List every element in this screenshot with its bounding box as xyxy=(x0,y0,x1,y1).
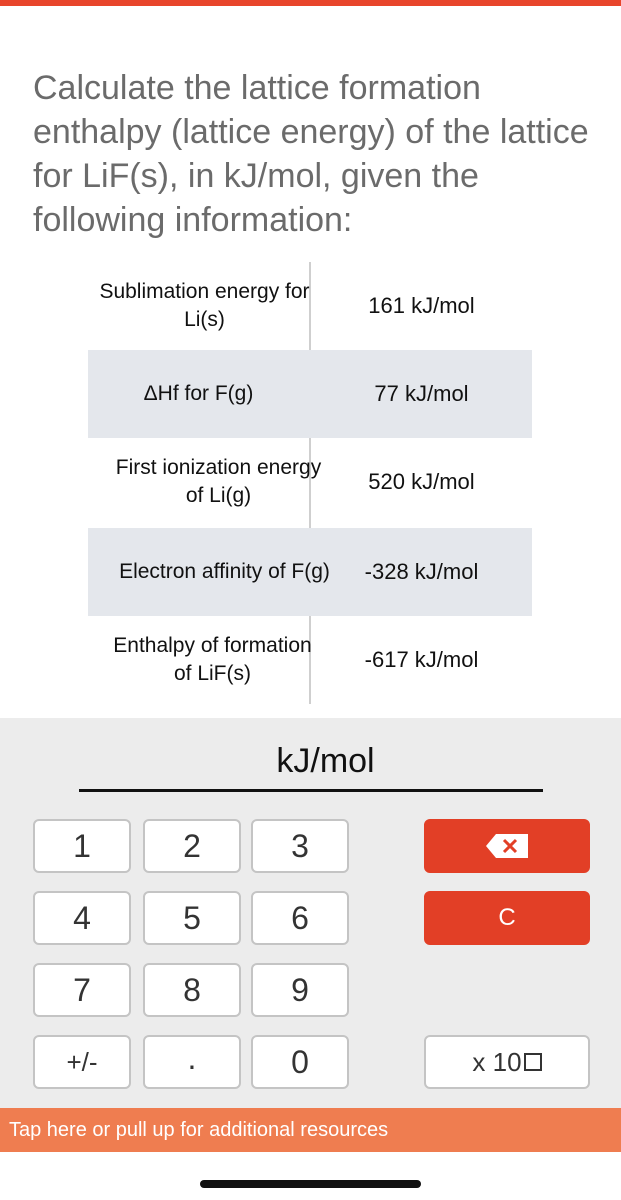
sign-toggle-key[interactable]: +/- xyxy=(33,1035,131,1089)
backspace-icon xyxy=(484,832,530,860)
key-3[interactable]: 3 xyxy=(251,819,349,873)
key-8[interactable]: 8 xyxy=(143,963,241,1017)
key-1[interactable]: 1 xyxy=(33,819,131,873)
clear-key[interactable]: C xyxy=(424,891,590,945)
top-accent-bar xyxy=(0,0,621,6)
row-value: 161 kJ/mol xyxy=(368,293,475,318)
key-2[interactable]: 2 xyxy=(143,819,241,873)
row-label: Electron affinity of F(g) xyxy=(119,560,330,583)
table-row xyxy=(88,438,532,526)
key-9[interactable]: 9 xyxy=(251,963,349,1017)
row-label: Enthalpy of formation of LiF(s) xyxy=(113,634,312,685)
key-0[interactable]: 0 xyxy=(251,1035,349,1089)
key-6[interactable]: 6 xyxy=(251,891,349,945)
table-row xyxy=(88,528,532,616)
row-label: First ionization energy of Li(g) xyxy=(115,456,322,507)
key-7[interactable]: 7 xyxy=(33,963,131,1017)
backspace-key[interactable] xyxy=(424,819,590,873)
exponent-key[interactable] xyxy=(424,1035,590,1089)
resources-bar[interactable]: Tap here or pull up for additional resources xyxy=(0,1108,621,1152)
key-4[interactable]: 4 xyxy=(33,891,131,945)
row-value: 520 kJ/mol xyxy=(368,469,475,494)
table-row xyxy=(88,616,532,704)
row-label: ΔHf for F(g) xyxy=(143,382,254,405)
row-value: 77 kJ/mol xyxy=(374,381,469,406)
answer-input-line[interactable] xyxy=(79,789,543,792)
table-row xyxy=(88,262,532,350)
table-row xyxy=(88,350,532,438)
home-indicator[interactable] xyxy=(200,1180,421,1188)
decimal-key[interactable]: . xyxy=(143,1035,241,1089)
row-value: -617 kJ/mol xyxy=(364,647,479,672)
key-5[interactable]: 5 xyxy=(143,891,241,945)
exponent-box-icon xyxy=(524,1053,542,1071)
question-text: Calculate the lattice formation enthalpy (lattice energy) of the lattice for LiF(s), in kJ/mol, given the following information: xyxy=(33,69,589,239)
exponent-label: x 10 xyxy=(472,1046,522,1077)
answer-unit-label: kJ/mol xyxy=(276,742,375,780)
row-label: Sublimation energy for Li(s) xyxy=(99,280,310,331)
row-value: -328 kJ/mol xyxy=(364,559,479,584)
